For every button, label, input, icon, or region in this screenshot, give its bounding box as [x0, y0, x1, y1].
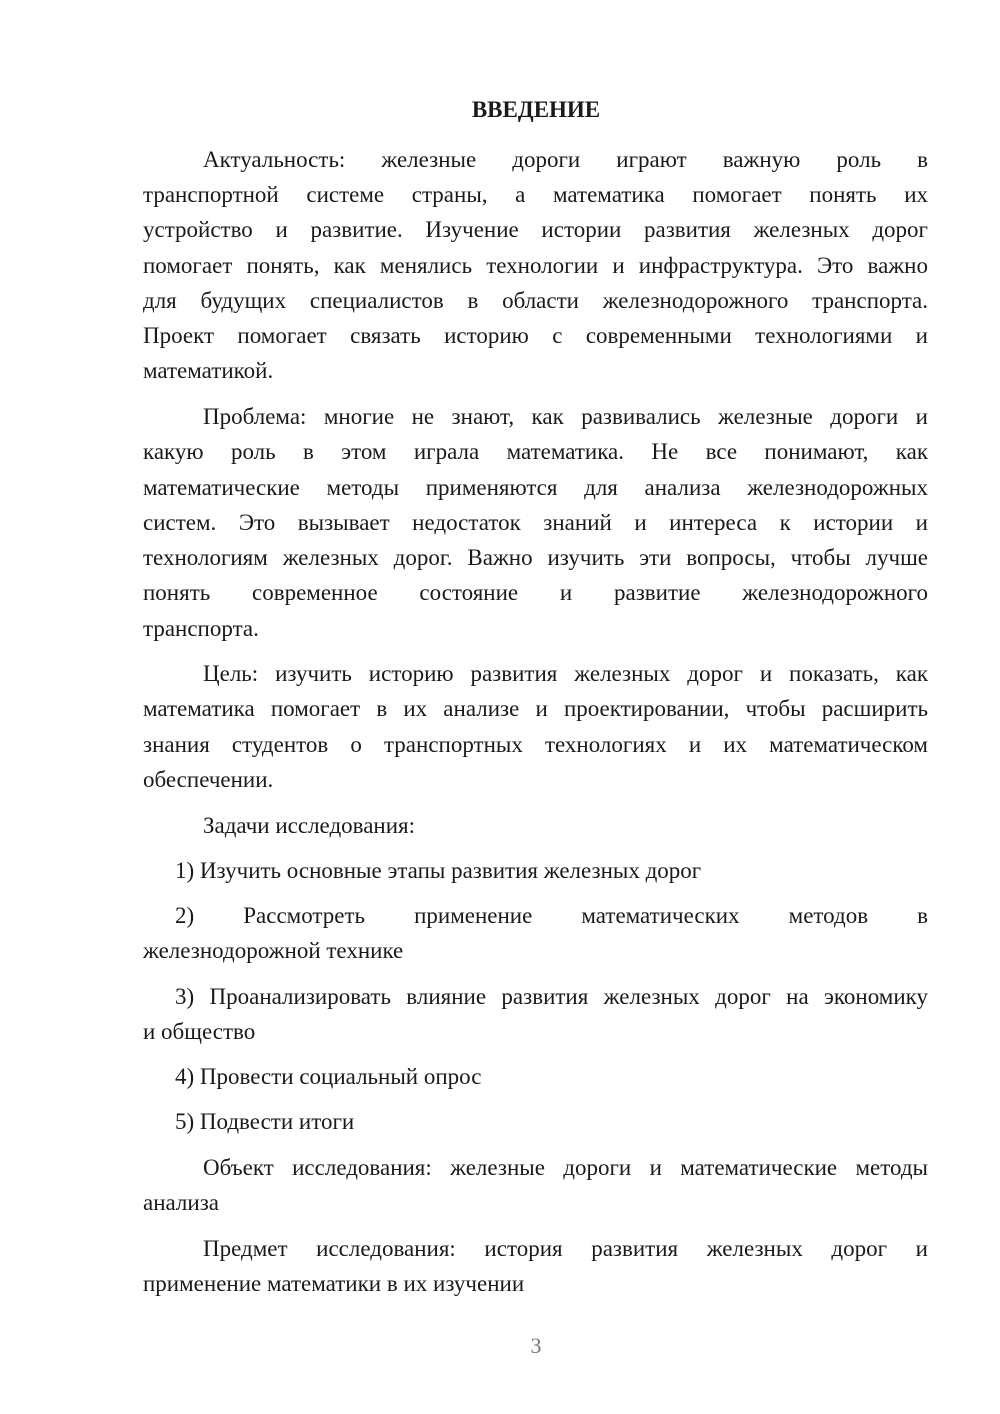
list-item: 4) Провести социальный опрос: [175, 1064, 482, 1089]
text-line: какую роль в этом играла математика. Не все понимают, как: [143, 439, 928, 464]
text-line: обеспечении.: [143, 767, 274, 792]
list-item: 3) Проанализировать влияние развития железных дорог на экономику: [175, 984, 928, 1009]
text-line: Цель: изучить историю развития железных дорог и показать, как: [203, 661, 928, 686]
text-line: для будущих специалистов в области железнодорожного транспорта.: [143, 288, 928, 313]
list-item-continuation: железнодорожной технике: [143, 938, 404, 963]
list-item: 2) Рассмотреть применение математических методов в: [175, 903, 928, 928]
list-item: 1) Изучить основные этапы развития железных дорог: [175, 858, 702, 883]
page-number: 3: [530, 1333, 542, 1358]
text-line: Проект помогает связать историю с современными технологиями и: [143, 323, 928, 348]
text-line: понять современное состояние и развитие железнодорожного: [143, 580, 928, 605]
text-line: систем. Это вызывает недостаток знаний и интереса к истории и: [143, 510, 928, 535]
text-line: Предмет исследования: история развития железных дорог и: [203, 1236, 928, 1261]
text-line: Актуальность: железные дороги играют важную роль в: [203, 147, 928, 172]
text-line: знания студентов о транспортных технологиях и их математическом: [143, 732, 928, 757]
text-line: математикой.: [143, 358, 274, 383]
text-line: транспортной системе страны, а математика помогает понять их: [143, 182, 928, 207]
text-line: технологиям железных дорог. Важно изучить эти вопросы, чтобы лучше: [143, 545, 928, 570]
text-line: математика помогает в их анализе и проектировании, чтобы расширить: [143, 696, 928, 721]
text-line: транспорта.: [143, 616, 259, 641]
section-title: ВВЕДЕНИЕ: [471, 97, 601, 122]
text-line: помогает понять, как менялись технологии и инфраструктура. Это важно: [143, 253, 928, 278]
text-line: Объект исследования: железные дороги и математические методы: [203, 1155, 928, 1180]
list-item-continuation: и общество: [143, 1019, 256, 1044]
text-line: математические методы применяются для анализа железнодорожных: [143, 475, 928, 500]
text-line: применение математики в их изучении: [143, 1271, 525, 1296]
list-item: 5) Подвести итоги: [175, 1109, 355, 1134]
tasks-header: Задачи исследования:: [203, 813, 416, 838]
text-line: анализа: [143, 1190, 220, 1215]
text-line: Проблема: многие не знают, как развивались железные дороги и: [203, 404, 928, 429]
text-line: устройство и развитие. Изучение истории развития железных дорог: [143, 217, 928, 242]
